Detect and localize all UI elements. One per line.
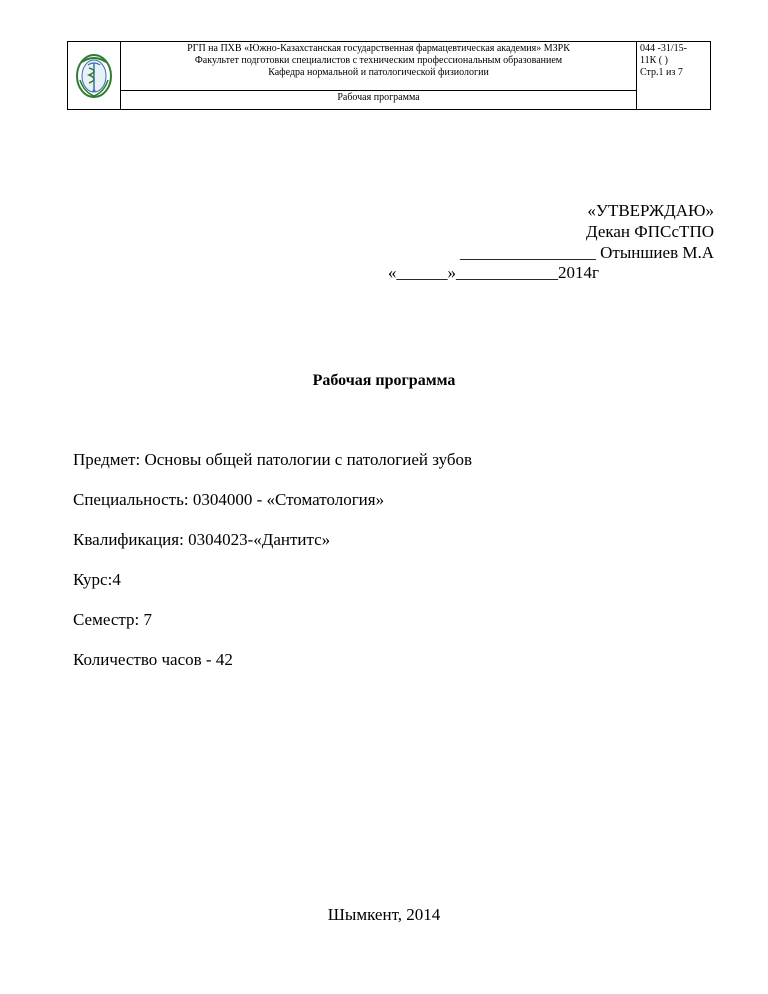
specialty-field: Специальность: 0304000 - «Стоматология» xyxy=(73,490,385,509)
program-details xyxy=(73,451,472,691)
academy-emblem-icon xyxy=(74,52,114,100)
signature-line: ________________ Отыншиев М.А xyxy=(459,243,714,262)
semester-field: Семестр: 7 xyxy=(73,610,152,629)
hours-field: Количество часов - 42 xyxy=(73,650,233,669)
doc-code: 044 -31/15- xyxy=(640,43,687,54)
faculty-name: Факультет подготовки специалистов с техническим профессиональным образованием xyxy=(194,55,563,66)
page-title: Рабочая программа xyxy=(312,372,456,389)
department-name: Кафедра нормальной и патологической физиологии xyxy=(268,67,489,78)
logo-cell xyxy=(68,42,121,110)
approver-position: Декан ФПСсТПО xyxy=(586,222,714,241)
page-counter: Стр.1 из 7 xyxy=(640,67,683,78)
header-info-cell xyxy=(121,42,637,110)
city-year: Шымкент, 2014 xyxy=(327,905,441,924)
subject-field: Предмет: Основы общей патологии с патологией зубов xyxy=(73,450,473,469)
org-name: РГП на ПХВ «Южно-Казахстанская государственная фармацевтическая академия» МЗРК xyxy=(187,43,570,54)
qualification-field: Квалификация: 0304023-«Дантитс» xyxy=(73,530,331,549)
header-table xyxy=(67,41,711,110)
approval-date: «______»____________2014г xyxy=(388,263,599,282)
approve-heading: «УТВЕРЖДАЮ» xyxy=(587,201,714,220)
header-doc-type: Рабочая программа xyxy=(337,92,420,103)
doc-code-cell xyxy=(637,42,711,110)
course-field: Курс:4 xyxy=(73,570,121,589)
approval-block xyxy=(460,200,714,263)
doc-code-suffix: 11К ( ) xyxy=(640,55,668,66)
